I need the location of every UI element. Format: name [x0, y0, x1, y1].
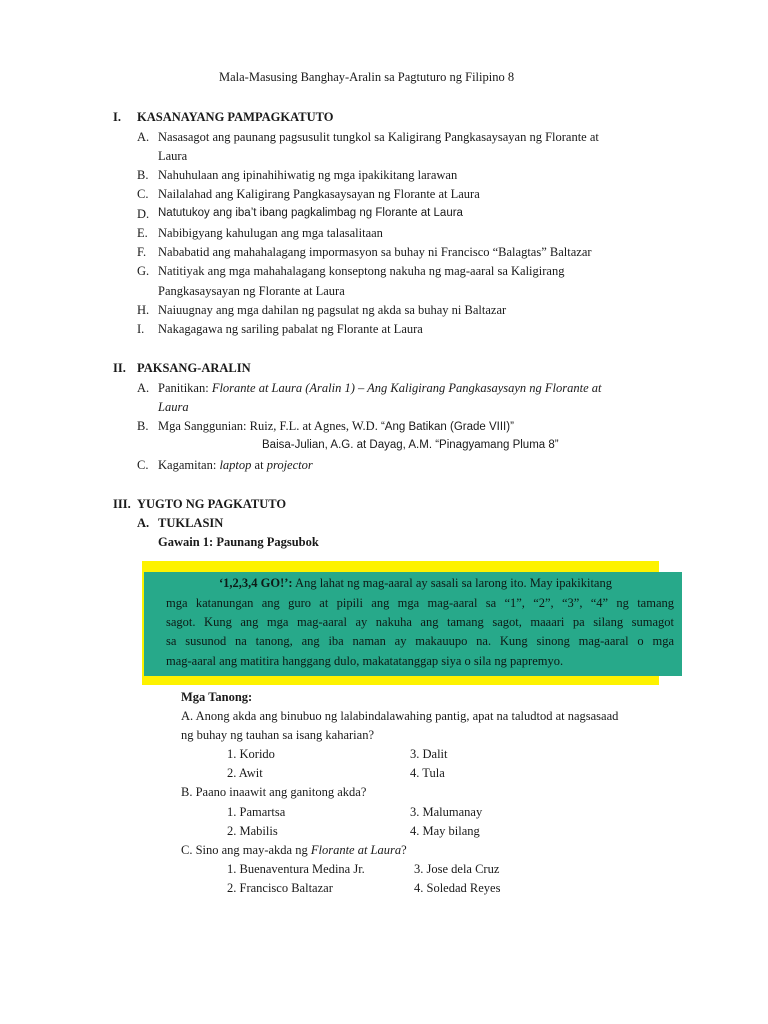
objective-letter: G. — [137, 264, 150, 278]
option: 3. Malumanay — [410, 805, 483, 819]
box-line-4: sa susunod na tanong, ang iba naman ay makauupo na. Kung sinong mag-aaral o mga — [166, 634, 674, 648]
section-1-heading: KASANAYANG PAMPAGKATUTO — [137, 110, 334, 124]
objective-text: Nahuhulaan ang ipinahihiwatig ng mga ipakikitang larawan — [158, 168, 458, 182]
objective-letter: H. — [137, 303, 150, 317]
objective-letter: D. — [137, 207, 150, 221]
objective-letter: F. — [137, 245, 147, 259]
section-2-heading: PAKSANG-ARALIN — [137, 361, 251, 375]
objective-text: Naiuugnay ang mga dahilan ng pagsulat ng akda sa buhay ni Baltazar — [158, 303, 507, 317]
objective-text: Nababatid ang mahahalagang impormasyon sa buhay ni Francisco “Balagtas” Baltazar — [158, 245, 592, 259]
question-a-cont: ng buhay ng tauhan sa isang kaharian? — [181, 728, 374, 742]
reference-2-authors: Baisa-Julian, A.G. at Dayag, A.M. — [262, 439, 436, 451]
objective-text: Natitiyak ang mga mahahalagang konseptong nakuha ng mag-aaral sa Kaligirang — [158, 264, 565, 278]
subsection-letter: A. — [137, 516, 150, 530]
reference-1-title: “Ang Batikan (Grade VIII)” — [380, 421, 514, 433]
option: 2. Awit — [227, 766, 263, 780]
section-1-number: I. — [113, 110, 121, 124]
game-text: Ang lahat ng mag-aaral ay sasali sa larong ito. May ipakikitang — [292, 576, 612, 590]
objective-letter: I. — [137, 322, 145, 336]
question-c-text: C. Sino ang may-akda ng — [181, 843, 311, 857]
activity-title: Gawain 1: Paunang Pagsubok — [158, 535, 319, 549]
option: 1. Pamartsa — [227, 805, 286, 819]
materials-conj: at — [251, 458, 267, 472]
section-3-number: III. — [113, 497, 131, 511]
objective-letter: A. — [137, 130, 150, 144]
references-line — [158, 420, 514, 434]
objective-text-cont: Pangkasaysayan ng Florante at Laura — [158, 284, 345, 298]
objective-text: Nasasagot ang paunang pagsusulit tungkol sa Kaligirang Pangkasaysayan ng Florante at — [158, 130, 599, 144]
subject-letter: B. — [137, 419, 149, 433]
question-c-title: Florante at Laura — [310, 843, 402, 857]
question-c-end: ? — [401, 843, 407, 857]
option: 1. Buenaventura Medina Jr. — [227, 862, 365, 876]
objective-text-cont: Laura — [158, 149, 188, 163]
literature-title-cont: Laura — [158, 400, 189, 414]
option: 1. Korido — [227, 747, 275, 761]
option: 3. Dalit — [410, 747, 448, 761]
question-b: B. Paano inaawit ang ganitong akda? — [181, 785, 367, 799]
box-line-1 — [166, 577, 674, 590]
option: 4. Soledad Reyes — [414, 881, 501, 895]
reference-2-title: “Pinagyamang Pluma 8” — [435, 439, 559, 451]
references-label: Mga Sanggunian: Ruiz, F.L. at Agnes, W.D. — [158, 419, 381, 433]
material-projector: projector — [266, 458, 313, 472]
material-laptop: laptop — [219, 458, 252, 472]
question-a: A. Anong akda ang binubuo ng lalabindalawahing pantig, apat na taludtod at nagsasaad — [181, 709, 619, 723]
objective-letter: B. — [137, 168, 149, 182]
option: 4. Tula — [410, 766, 445, 780]
section-2-number: II. — [113, 361, 126, 375]
literature-label: Panitikan: — [158, 381, 212, 395]
objective-text: Nailalahad ang Kaligirang Pangkasaysayan ng Florante at Laura — [158, 187, 480, 201]
objective-text: Natutukoy ang iba’t ibang pagkalimbag ng Florante at Laura — [158, 207, 463, 219]
option: 3. Jose dela Cruz — [414, 862, 500, 876]
objective-letter: E. — [137, 226, 148, 240]
document-title: Mala-Masusing Banghay-Aralin sa Pagtuturo ng Filipino 8 — [219, 70, 515, 84]
box-line-2: mga katanungan ang guro at pipili ang mga mag-aaral sa “1”, “2”, “3”, “4” ng tamang — [166, 596, 674, 610]
objective-text: Nabibigyang kahulugan ang mga talasalitaan — [158, 226, 383, 240]
objective-letter: C. — [137, 187, 149, 201]
option: 2. Francisco Baltazar — [227, 881, 333, 895]
box-line-5: mag-aaral ang matitira hanggang dulo, makatatanggap siya o sila ng papremyo. — [166, 654, 564, 668]
game-title: ‘1,2,3,4 GO!’: — [219, 576, 293, 590]
option: 2. Mabilis — [227, 824, 278, 838]
box-line-3: sagot. Kung ang mga mag-aaral ay nakuha ang tamang sagot, maaari pa silang sumagot — [166, 615, 674, 629]
section-3-heading: YUGTO NG PAGKATUTO — [137, 497, 287, 511]
subject-letter: A. — [137, 381, 150, 395]
subject-letter: C. — [137, 458, 149, 472]
literature-line — [158, 382, 602, 395]
subsection-heading: TUKLASIN — [158, 516, 224, 530]
literature-title: Florante at Laura (Aralin 1) – Ang Kaligirang Pangkasaysayn ng Florante at — [211, 381, 602, 395]
game-instructions-box — [144, 572, 682, 676]
questions-heading: Mga Tanong: — [181, 690, 253, 704]
materials-label: Kagamitan: — [158, 458, 220, 472]
question-c — [181, 844, 407, 857]
references-line-2 — [262, 440, 559, 452]
materials-line — [158, 459, 313, 472]
objective-text: Nakagagawa ng sariling pabalat ng Florante at Laura — [158, 322, 423, 336]
option: 4. May bilang — [410, 824, 480, 838]
